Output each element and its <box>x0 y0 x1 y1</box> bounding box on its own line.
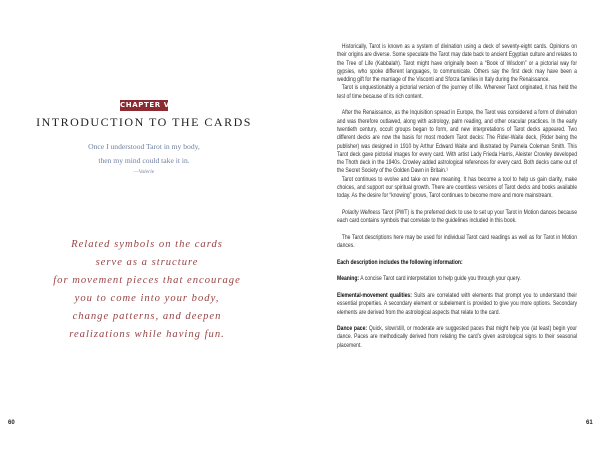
chapter-label: CHAPTER VI <box>120 101 173 109</box>
right-page <box>300 0 600 450</box>
paragraph-text: (PWT) is the preferred deck to use to set up your Tarot in Motion dances because each card contains symbols that correlate to the guidelines included in this book. <box>337 208 577 225</box>
list-item <box>337 292 577 317</box>
pull-quote-line: for movement pieces that encourage <box>53 275 241 286</box>
list-heading <box>337 259 577 267</box>
pull-quote-line: change patterns, and deepen <box>72 311 222 322</box>
pull-quote-line: Related symbols on the cards <box>71 239 223 250</box>
epigraph-attribution: —Valerie <box>133 169 155 175</box>
epigraph-line: Once I understood Tarot in my body, <box>88 142 200 151</box>
paragraph: After the Renaissance, as the Inquisition spread in Europe, the Tarot was considered a form of divination and was therefore outlawed, along with astrology, palm reading, and other oracular practices. In the early twentieth century, occult groups began to form, and new interpretations of Tarot decks appeared. Two different decks are now the basis for most modern Tarot decks: The Rider-Waite deck, (Rider being the publisher) was designed in 1910 by Arthur Edward Waite and illustrated by Pamela Coleman Smith. This Tarot deck gave pictorial images for every card. With artist Lady Frieda Harris, Aleister Crowley developed the Thoth deck in the 1940s. Crowley added astrological references for every card. Both decks came out of the Secret Society of the Golden Dawn in Britain.¹ <box>337 109 577 175</box>
item-term: Dance pace: <box>337 325 368 333</box>
pull-quote-line: you to come into your body, <box>74 293 220 304</box>
item-text: Quick, slow/still, or moderate are suggested paces that might help you (at least) begin your dance. Paces are methodically derived from relating the card’s given astrological signs to their seasonal placement. <box>337 325 577 349</box>
deck-title: Polarity Wellness Tarot <box>341 208 394 216</box>
item-text: Suits are correlated with elements that prompt you to understand their essential properties. A secondary element or subelement is provided to give you more options. Secondary elements are derived from the astrological aspects that relate to the card. <box>337 291 577 316</box>
item-term: Meaning: <box>337 275 360 283</box>
body-text <box>337 43 577 350</box>
paragraph: Tarot is unquestionably a pictorial version of the journey of life. Wherever Tarot originated, it has held the test of time because of its rich content. <box>337 84 577 100</box>
page-number: 61 <box>586 420 593 426</box>
pull-quote <box>0 236 294 344</box>
paragraph: Historically, Tarot is known as a system of divination using a deck of seventy-eight cards. Opinions on their origins are diverse. Some speculate the Tarot may date back to ancient Egyptian culture and relates to the Tree of Life (Kabbalah). Tarot might have originally been a “Book of Wisdom” or a pictorial way for gypsies, who spoke different languages, to communicate. Others say the first deck may have been a wedding gift for the marriage of the Visconti and Sforza families in Italy during the Renaissance. <box>337 43 577 84</box>
item-text: A concise Tarot card interpretation to help guide you through your query. <box>359 275 521 283</box>
paragraph <box>337 209 577 226</box>
epigraph-line: then my mind could take it in. <box>98 155 190 165</box>
pull-quote-line: serve as a structure <box>95 257 199 268</box>
list-item <box>337 325 577 350</box>
epigraph <box>0 140 288 177</box>
page-number: 60 <box>8 420 15 426</box>
pull-quote-line: realizations while having fun. <box>69 329 225 340</box>
chapter-title: INTRODUCTION TO THE CARDS <box>36 115 252 129</box>
item-term: Elemental-movement qualities: <box>337 291 412 299</box>
paragraph: The Tarot descriptions here may be used for individual Tarot card readings as well as for Tarot in Motion dances. <box>337 233 577 250</box>
list-heading-text: Each description includes the following information: <box>337 258 463 266</box>
paragraph: Tarot continues to evolve and take on new meaning. It has become a tool to help us gain clarity, make choices, and support our spiritual growth. There are countless versions of Tarot decks and books available today. As the desire for “knowing” grows, Tarot continues to become more and more mainstream. <box>337 175 577 200</box>
list-item <box>337 275 577 283</box>
